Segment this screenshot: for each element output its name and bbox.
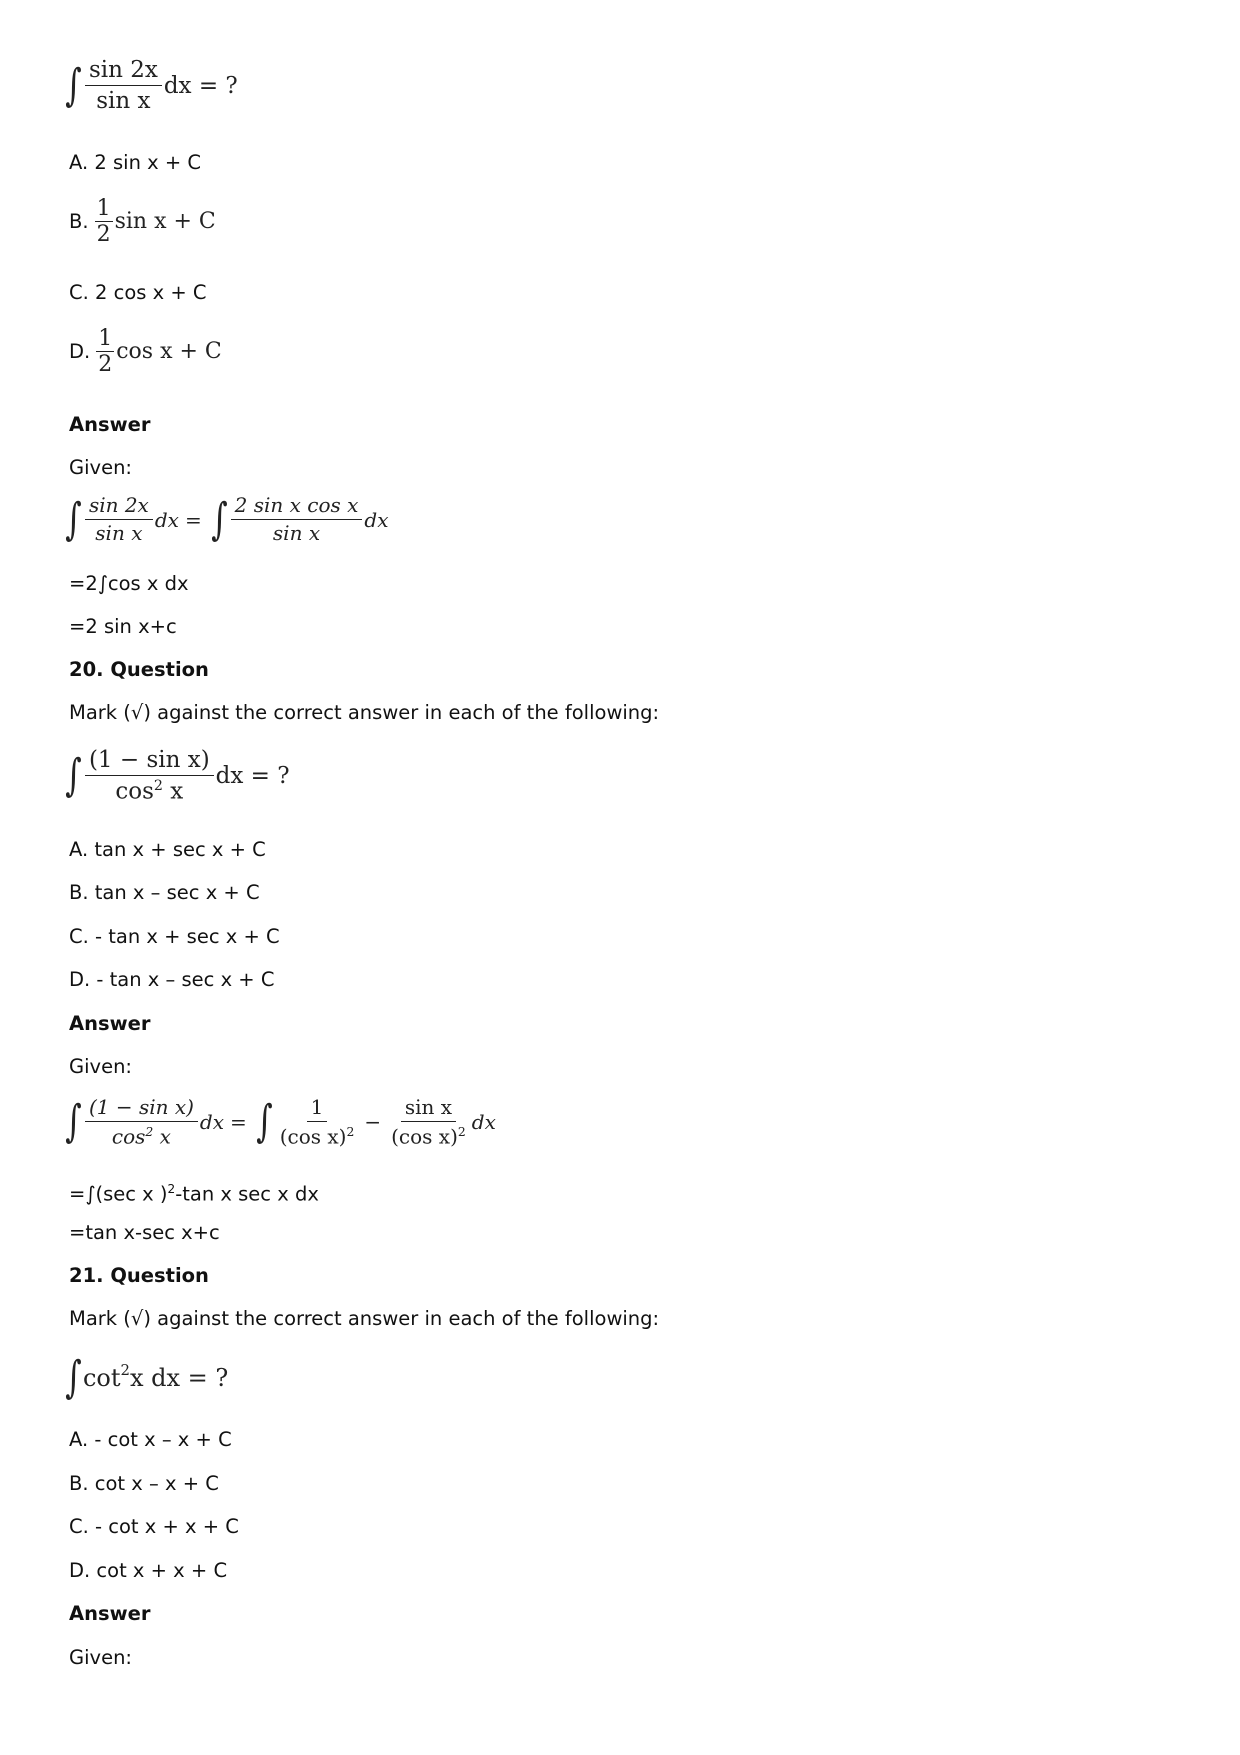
- function-base: cot: [82, 1364, 121, 1392]
- step-exponent: 2: [167, 1182, 176, 1196]
- numerator: 1: [307, 1097, 328, 1122]
- fraction: [85, 495, 153, 544]
- differential: dx: [364, 507, 389, 532]
- q19-given: Given:: [69, 456, 132, 479]
- q20-option-a: A. tan x + sec x + C: [69, 838, 266, 861]
- fraction: [85, 748, 214, 804]
- q19-option-a: A. 2 sin x + C: [69, 151, 202, 174]
- q19-working-formula: [62, 495, 389, 544]
- den-base: cos: [115, 778, 154, 805]
- differential: dx: [471, 1110, 496, 1135]
- q21-answer-label: Answer: [69, 1602, 151, 1625]
- denominator: sin x: [272, 521, 321, 545]
- equals-sign: =: [184, 507, 202, 532]
- q21-option-d: D. cot x + x + C: [69, 1559, 228, 1582]
- q20-working-formula: [62, 1097, 496, 1148]
- integral-sign: ∫: [210, 493, 228, 545]
- minus-sign: −: [364, 1110, 382, 1135]
- formula-tail: x dx = ?: [129, 1364, 229, 1392]
- q21-option-a: A. - cot x – x + C: [69, 1428, 232, 1451]
- den-base: (cos x): [391, 1124, 458, 1149]
- fraction: [276, 1097, 359, 1148]
- integral-sign: ∫: [255, 1096, 273, 1148]
- fraction: [96, 327, 114, 376]
- den-exponent: 2: [153, 778, 163, 795]
- denominator: [387, 1122, 470, 1148]
- q20-option-c: C. - tan x + sec x + C: [69, 925, 280, 948]
- numerator: sin 2x: [85, 58, 162, 86]
- differential: dx: [154, 507, 179, 532]
- den-base: (cos x): [279, 1124, 347, 1149]
- equals-sign: =: [230, 1110, 247, 1135]
- numerator: 1: [98, 326, 113, 351]
- den-exponent: 2: [145, 1124, 154, 1139]
- q21-instruction: Mark (√) against the correct answer in each of the following:: [69, 1307, 660, 1330]
- q20-step-2: =tan x-sec x+c: [69, 1221, 220, 1244]
- q20-heading: 20. Question: [69, 658, 209, 681]
- integral-sign: ∫: [65, 493, 82, 545]
- function-exponent: 2: [120, 1361, 130, 1379]
- den-exponent: 2: [457, 1124, 466, 1139]
- q20-stem-formula: [62, 748, 290, 804]
- q21-given: Given:: [69, 1646, 132, 1669]
- option-label: B.: [69, 210, 89, 234]
- q20-option-d: D. - tan x – sec x + C: [69, 968, 275, 991]
- denominator: [276, 1122, 359, 1148]
- q19-option-d: [69, 327, 222, 376]
- q19-answer-label: Answer: [69, 413, 151, 436]
- differential: dx: [199, 1110, 225, 1135]
- numerator: (1 − sin x): [85, 748, 214, 776]
- integral-sign: ∫: [65, 749, 82, 801]
- denominator: [111, 776, 187, 804]
- den-exponent: 2: [346, 1124, 355, 1139]
- numerator: sin 2x: [85, 495, 153, 520]
- q20-answer-label: Answer: [69, 1012, 151, 1035]
- den-var: x: [162, 778, 184, 805]
- denominator: sin x: [95, 521, 143, 545]
- den-var: x: [153, 1124, 171, 1149]
- numerator: sin x: [401, 1097, 456, 1122]
- option-tail: cos x + C: [116, 339, 222, 365]
- step-text: =∫(sec x ): [69, 1182, 168, 1206]
- q19-option-b: [69, 197, 216, 246]
- q19-option-c: C. 2 cos x + C: [69, 281, 207, 304]
- integral-sign: ∫: [65, 59, 82, 111]
- denominator: 2: [98, 352, 113, 378]
- denominator: 2: [96, 222, 111, 248]
- fraction: [85, 1097, 198, 1148]
- numerator: 2 sin x cos x: [231, 495, 363, 520]
- fraction: [85, 58, 162, 113]
- integral-sign: ∫: [65, 1352, 82, 1403]
- q19-step-2: =2 sin x+c: [69, 615, 177, 638]
- formula-tail: dx = ?: [163, 72, 238, 99]
- denominator: sin x: [96, 88, 151, 115]
- fraction: [387, 1097, 470, 1148]
- q20-step-1: [69, 1177, 319, 1207]
- step-text: -tan x sec x dx: [175, 1182, 319, 1206]
- den-base: cos: [111, 1124, 146, 1149]
- q20-given: Given:: [69, 1055, 132, 1078]
- q21-option-c: C. - cot x + x + C: [69, 1515, 239, 1538]
- q19-step-1: =2∫cos x dx: [69, 572, 189, 595]
- q21-heading: 21. Question: [69, 1264, 209, 1287]
- numerator: (1 − sin x): [85, 1097, 198, 1122]
- formula-tail: dx = ?: [215, 762, 290, 789]
- q20-instruction: Mark (√) against the correct answer in each of the following:: [69, 701, 660, 724]
- numerator: 1: [96, 196, 111, 221]
- q21-option-b: B. cot x – x + C: [69, 1472, 219, 1495]
- integral-sign: ∫: [65, 1096, 82, 1148]
- q19-stem-formula: [62, 58, 238, 113]
- q20-option-b: B. tan x – sec x + C: [69, 881, 260, 904]
- fraction: [95, 197, 113, 246]
- q21-stem-formula: [62, 1352, 229, 1403]
- option-tail: sin x + C: [114, 209, 216, 235]
- denominator: [108, 1122, 175, 1148]
- option-label: D.: [69, 340, 91, 364]
- fraction: [231, 495, 363, 544]
